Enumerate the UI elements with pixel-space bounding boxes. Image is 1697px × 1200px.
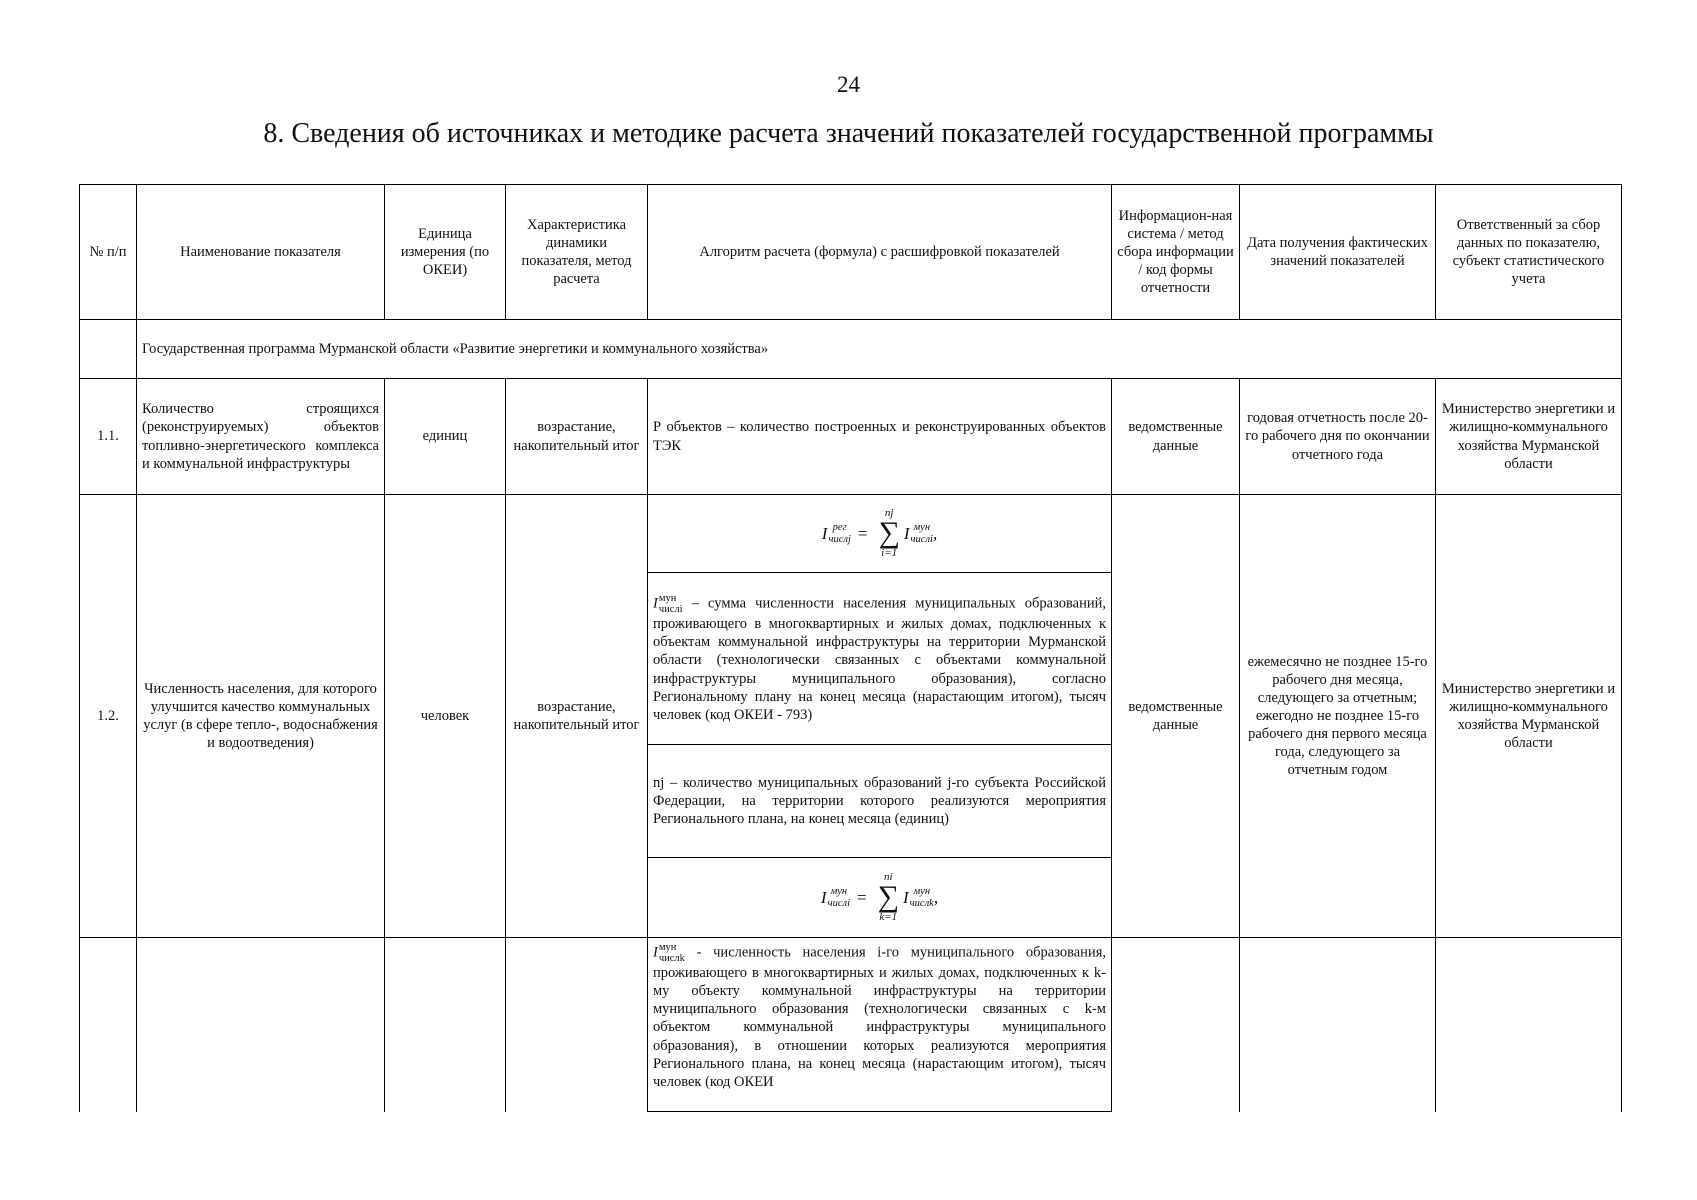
formula-superscript: мун (658, 942, 677, 953)
indicator-dynamics: возрастание, накопительный итог (506, 379, 648, 495)
page-title: 8. Сведения об источниках и методике расчета значений показателей государственной программы (263, 118, 1434, 149)
formula-description (648, 573, 1112, 745)
header-cell: № п/п (80, 185, 137, 320)
sigma-lower-limit: i=1 (881, 546, 898, 559)
table-header-row (80, 185, 1622, 320)
formula-regional: I рег числj = nj ∑ i=1 I мун числi , (648, 495, 1112, 573)
indicators-table (79, 184, 1622, 1112)
formula-subscript: числi (827, 897, 850, 909)
sigma-lower-limit: k=1 (879, 910, 898, 923)
indicator-unit: единиц (385, 379, 506, 495)
empty-cell (385, 938, 506, 1112)
section-title: Государственная программа Мурманской области «Развитие энергетики и коммунального хозяйства» (137, 320, 1622, 379)
indicator-responsible: Министерство энергетики и жилищно-коммунального хозяйства Мурманской области (1436, 379, 1622, 495)
row-number: 1.1. (80, 379, 137, 495)
indicator-date: годовая отчетность после 20-го рабочего дня по окончании отчетного года (1240, 379, 1436, 495)
indicator-info-system: ведомственные данные (1112, 379, 1240, 495)
formula-symbol: I (903, 523, 910, 543)
indicator-info-system: ведомственные данные (1112, 495, 1240, 938)
section-empty-cell (80, 320, 137, 379)
formula-symbol: I (902, 887, 909, 907)
formula-subscript: числk (658, 953, 685, 965)
formula-subscript: числi (658, 604, 683, 616)
formula-superscript: рег (832, 522, 847, 534)
formula-symbol: I (653, 595, 658, 612)
indicator-algorithm: Р объектов – количество построенных и реконструированных объектов ТЭК (648, 379, 1112, 495)
header-cell: Характеристика динамики показателя, метод расчета (506, 185, 648, 320)
formula-subscript: числi (910, 533, 933, 545)
sigma-icon: ∑ (878, 516, 900, 550)
formula-description (648, 938, 1112, 1112)
formula-symbol: I (653, 944, 658, 961)
sigma-upper-limit: nj (884, 507, 894, 520)
empty-cell (1240, 938, 1436, 1112)
formula-description: nj – количество муниципальных образований j-го субъекта Российской Федерации, на территории которого реализуются мероприятия Регионального плана, на конец месяца (единиц) (648, 745, 1112, 858)
empty-cell (1436, 938, 1622, 1112)
header-cell: Наименование показателя (137, 185, 385, 320)
empty-cell (137, 938, 385, 1112)
formula-description-text: – сумма численности населения муниципальных образований, проживающего в многоквартирных и жилых домах, подключенных к объектам коммунальной инфраструктуры на территории Мурманской области (технологически связанных с объектами коммунальной инфраструктуры муниципального образования), согласно Региональному плану на конец месяца (нарастающим итогом), тысяч человек (код ОКЕИ - 793) (653, 595, 1107, 723)
header-cell: Ответственный за сбор данных по показателю, субъект статистического учета (1436, 185, 1622, 320)
formula-description-text: - численность населения i-го муниципального образования, проживающего в многоквартирных и жилых домах, подключенных к k-му объекту коммунальной инфраструктуры на территории муниципального образования (технологически связанных с k-м объектом коммунальной инфраструктуры муниципального образования), в отношении которых реализуются мероприятия Регионального плана, на конец месяца (нарастающим итогом), тысяч человек (код ОКЕИ (653, 944, 1106, 1090)
formula-municipal: I мун числi = ni ∑ k=1 I мун числk , (648, 858, 1112, 938)
formula-superscript: мун (913, 522, 931, 534)
formula-superscript: мун (913, 886, 931, 898)
empty-cell (1112, 938, 1240, 1112)
sigma-icon: ∑ (877, 880, 899, 914)
table-row-continued (80, 938, 1622, 1112)
formula-symbol: I (820, 887, 827, 907)
table-row (80, 379, 1622, 495)
empty-cell (80, 938, 137, 1112)
formula-symbol: I (821, 523, 828, 543)
indicator-dynamics: возрастание, накопительный итог (506, 495, 648, 938)
formula-trail: , (933, 887, 939, 907)
table-row (80, 495, 1622, 573)
header-cell: Дата получения фактических значений показателей (1240, 185, 1436, 320)
indicator-name: Численность населения, для которого улучшится качество коммунальных услуг (в сфере тепло-, водоснабжения и водоотведения) (137, 495, 385, 938)
page-number: 24 (837, 72, 860, 97)
sigma-upper-limit: ni (884, 871, 893, 884)
header-cell: Алгоритм расчета (формула) с расшифровкой показателей (648, 185, 1112, 320)
indicator-responsible: Министерство энергетики и жилищно-коммунального хозяйства Мурманской области (1436, 495, 1622, 938)
header-cell: Единица измерения (по ОКЕИ) (385, 185, 506, 320)
empty-cell (506, 938, 648, 1112)
indicator-name: Количество строящихся (реконструируемых) объектов топливно-энергетического комплекса и коммунальной инфраструктуры (137, 379, 385, 495)
indicator-date: ежемесячно не позднее 15-го рабочего дня месяца, следующего за отчетным; ежегодно не позднее 15-го рабочего дня первого месяца года, следующего за отчетным годом (1240, 495, 1436, 938)
formula-superscript: мун (830, 886, 848, 898)
header-cell: Информацион-ная система / метод сбора информации / код формы отчетности (1112, 185, 1240, 320)
formula-subscript: числk (909, 897, 934, 909)
formula-subscript: числj (828, 533, 851, 545)
formula-superscript: мун (658, 593, 677, 605)
section-row (80, 320, 1622, 379)
formula-trail: , (932, 523, 938, 543)
indicator-unit: человек (385, 495, 506, 938)
row-number: 1.2. (80, 495, 137, 938)
